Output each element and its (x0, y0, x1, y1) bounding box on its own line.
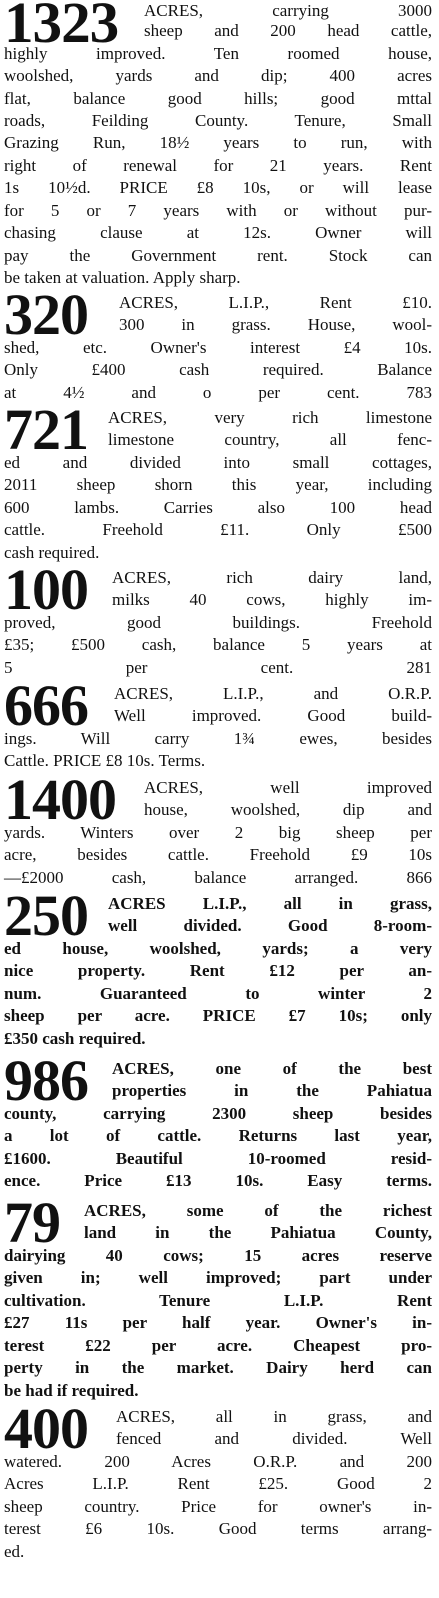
listing-line: well divided. Good 8-room- (108, 916, 432, 935)
listing-line: 1s 10½d. PRICE £8 10s, or will lease (4, 178, 432, 197)
listing-line: perty in the market. Dairy herd can (4, 1358, 432, 1377)
listing-line: at 4½ and o per cent. 783 (4, 383, 432, 402)
listing-line: Grazing Run, 18½ years to run, with (4, 133, 432, 152)
listing-line: £35; £500 cash, balance 5 years at (4, 635, 432, 654)
listing-line: shed, etc. Owner's interest £4 10s. (4, 338, 432, 357)
listing-line: properties in the Pahiatua (112, 1081, 432, 1100)
listing-line: sheep country. Price for owner's in- (4, 1497, 432, 1516)
listing-line: Cattle. PRICE £8 10s. Terms. (4, 751, 206, 770)
listing-line: flat, balance good hills; good mttal (4, 89, 432, 108)
listing-line: ACRES, some of the richest (84, 1201, 432, 1220)
listing-line: proved, good buildings. Freehold (4, 613, 432, 632)
listing-number: 320 (4, 282, 88, 347)
listing-line: given in; well improved; part under (4, 1268, 432, 1287)
listing-line: right of renewal for 21 years. Rent (4, 156, 432, 175)
listing-line: dairying 40 cows; 15 acres reserve (4, 1246, 432, 1265)
listing-line: ed house, woolshed, yards; a very (4, 939, 432, 958)
listing-line: ings. Will carry 1¾ ewes, besides (4, 729, 432, 748)
listing-line: woolshed, yards and dip; 400 acres (4, 66, 432, 85)
listing-number: 721 (4, 397, 88, 462)
listing-line: ence. Price £13 10s. Easy terms. (4, 1171, 432, 1190)
listing-line: highly improved. Ten roomed house, (4, 44, 432, 63)
listing-line: 5 per cent. 281 (4, 658, 432, 677)
listing-line: num. Guaranteed to winter 2 (4, 984, 432, 1003)
listing-line: ACRES, L.I.P., Rent £10. (119, 293, 432, 312)
listing-line: ACRES, all in grass, and (116, 1407, 432, 1426)
listing-number: 400 (4, 1396, 88, 1461)
listing-line: land in the Pahiatua County, (84, 1223, 432, 1242)
listing-line: ACRES L.I.P., all in grass, (108, 894, 432, 913)
listing-line: for 5 or 7 years with or without pur- (4, 201, 432, 220)
listing-line: nice property. Rent £12 per an- (4, 961, 432, 980)
listing-line: limestone country, all fenc- (108, 430, 432, 449)
listing-line: ACRES, rich dairy land, (112, 568, 432, 587)
listing-number: 1400 (4, 767, 116, 832)
listing-line: be taken at valuation. Apply sharp. (4, 268, 241, 287)
listing-number: 666 (4, 673, 88, 738)
listing-line: fenced and divided. Well (116, 1429, 432, 1448)
listing-line: be had if required. (4, 1381, 139, 1400)
listing-line: county, carrying 2300 sheep besides (4, 1104, 432, 1123)
listing-line: milks 40 cows, highly im- (112, 590, 432, 609)
listing-number: 986 (4, 1048, 88, 1113)
listing-line: —£2000 cash, balance arranged. 866 (4, 868, 432, 887)
listing-line: terest £22 per acre. Cheapest pro- (4, 1336, 432, 1355)
listing-line: pay the Government rent. Stock can (4, 246, 432, 265)
listing-line: sheep and 200 head cattle, (144, 21, 432, 40)
listing-line: 600 lambs. Carries also 100 head (4, 498, 432, 517)
listing-number: 79 (4, 1190, 60, 1255)
listing-number: 250 (4, 883, 88, 948)
listing-line: yards. Winters over 2 big sheep per (4, 823, 432, 842)
listing-line: Acres L.I.P. Rent £25. Good 2 (4, 1474, 432, 1493)
listing-line: acre, besides cattle. Freehold £9 10s (4, 845, 432, 864)
listing-number: 100 (4, 557, 88, 622)
listing-line: 300 in grass. House, wool- (119, 315, 432, 334)
listing-line: £1600. Beautiful 10-roomed resid- (4, 1149, 432, 1168)
listing-line: a lot of cattle. Returns last year, (4, 1126, 432, 1145)
listing-line: terest £6 10s. Good terms arrang- (4, 1519, 432, 1538)
listing-line: house, woolshed, dip and (144, 800, 432, 819)
listing-line: watered. 200 Acres O.R.P. and 200 (4, 1452, 432, 1471)
listing-line: ACRES, one of the best (112, 1059, 432, 1078)
listing-line: ACRES, L.I.P., and O.R.P. (114, 684, 432, 703)
listing-line: £27 11s per half year. Owner's in- (4, 1313, 432, 1332)
listing-line: chasing clause at 12s. Owner will (4, 223, 432, 242)
listing-line: ed and divided into small cottages, (4, 453, 432, 472)
listing-line: cash required. (4, 543, 100, 562)
listing-line: roads, Feilding County. Tenure, Small (4, 111, 432, 130)
listing-line: sheep per acre. PRICE £7 10s; only (4, 1006, 432, 1025)
listing-line: ACRES, very rich limestone (108, 408, 432, 427)
listing-number: 1323 (4, 0, 119, 55)
listing-line: Well improved. Good build- (114, 706, 432, 725)
listing-line: ACRES, carrying 3000 (144, 1, 432, 20)
listing-line: 2011 sheep shorn this year, including (4, 475, 432, 494)
listing-line: ed. (4, 1542, 25, 1561)
listing-line: Only £400 cash required. Balance (4, 360, 432, 379)
listing-line: ACRES, well improved (144, 778, 432, 797)
listing-line: cultivation. Tenure L.I.P. Rent (4, 1291, 432, 1310)
listing-line: cattle. Freehold £11. Only £500 (4, 520, 432, 539)
listing-line: £350 cash required. (4, 1029, 146, 1048)
